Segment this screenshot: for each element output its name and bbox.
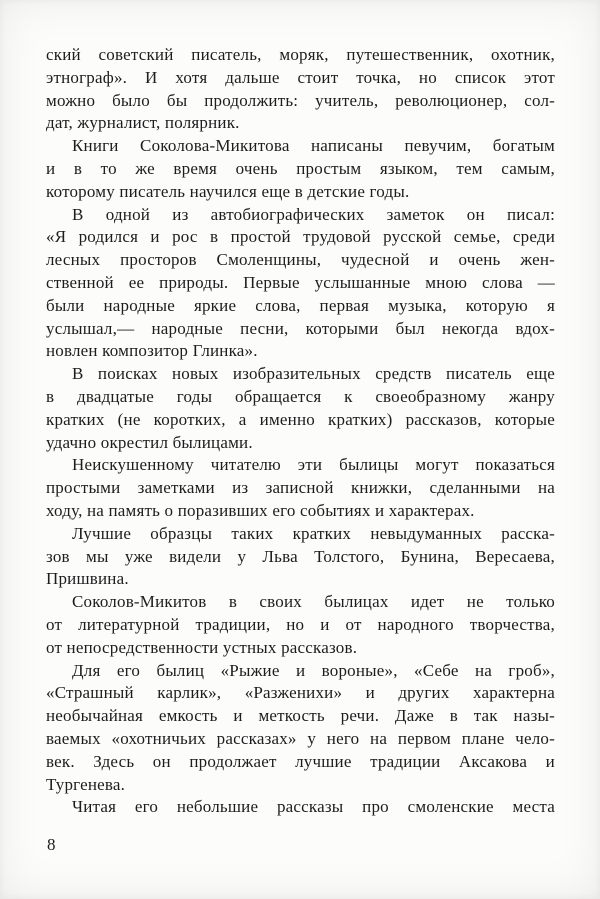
text-line: Неискушенному читателю эти былицы могут показаться	[72, 455, 555, 475]
text-line: Пришвина.	[46, 569, 129, 589]
text-line: ходу, на память о поразивших его событиях и характерах.	[46, 500, 475, 520]
text-line: этнограф». И хотя дальше стоит точка, но список этот	[46, 67, 555, 87]
text-line: «Страшный карлик», «Разженихи» и других характерна	[46, 683, 555, 703]
text-line: можно было бы продолжить: учитель, революционер, сол-	[46, 90, 555, 110]
text-line: Тургенева.	[46, 774, 126, 794]
text-line: услышал,— народные песни, которыми был некогда вдох-	[46, 318, 555, 338]
text-line: зов мы уже видели у Льва Толстого, Бунина, Вересаева,	[46, 546, 555, 566]
text-line: В одной из автобиографических заметок он писал:	[72, 204, 555, 224]
text-line: лесных просторов Смоленщины, чудесной и очень жен-	[46, 250, 555, 270]
text-line: Книги Соколова-Микитова написаны певучим, богатым	[72, 136, 555, 156]
page-number: 8	[47, 835, 56, 854]
text-line: Для его былиц «Рыжие и вороные», «Себе на гроб»,	[72, 660, 555, 680]
text-line: век. Здесь он продолжает лучшие традиции Аксакова и	[46, 751, 555, 771]
text-line: кратких (не коротких, а именно кратких) рассказов, которые	[46, 409, 555, 429]
text-line: в двадцатые годы обращается к своеобразному жанру	[46, 386, 555, 406]
text-line: новлен композитор Глинка».	[46, 341, 258, 361]
text-line: «Я родился и рос в простой трудовой русской семье, среди	[46, 227, 555, 247]
text-line: и в то же время очень простым языком, тем самым,	[46, 158, 555, 178]
text-line: ственной ее природы. Первые услышанные мною слова —	[46, 272, 555, 292]
text-line: Соколов-Микитов в своих былицах идет не только	[72, 592, 555, 612]
text-line: ский советский писатель, моряк, путешественник, охотник,	[46, 45, 555, 64]
text-line: В поисках новых изобразительных средств писатель еще	[72, 364, 555, 384]
text-block	[46, 44, 555, 819]
text-line: Лучшие образцы таких кратких невыдуманных расска-	[72, 523, 555, 543]
text-line: ваемых «охотничьих рассказах» у него на первом плане чело-	[46, 728, 555, 748]
text-line: Читая его небольшие рассказы про смоленские места	[72, 797, 555, 817]
text-line: удачно окрестил былицами.	[46, 432, 253, 452]
text-line: от литературной традиции, но и от народного творчества,	[46, 614, 555, 634]
text-line: которому писатель научился еще в детские годы.	[46, 181, 410, 201]
text-line: необычайная емкость и меткость речи. Даже в так назы-	[46, 706, 555, 726]
text-line: простыми заметками из записной книжки, сделанными на	[46, 478, 555, 498]
text-line: от непосредственности устных рассказов.	[46, 637, 358, 657]
text-line: были народные яркие слова, первая музыка, которую я	[46, 295, 555, 315]
text-line: дат, журналист, полярник.	[46, 113, 240, 133]
